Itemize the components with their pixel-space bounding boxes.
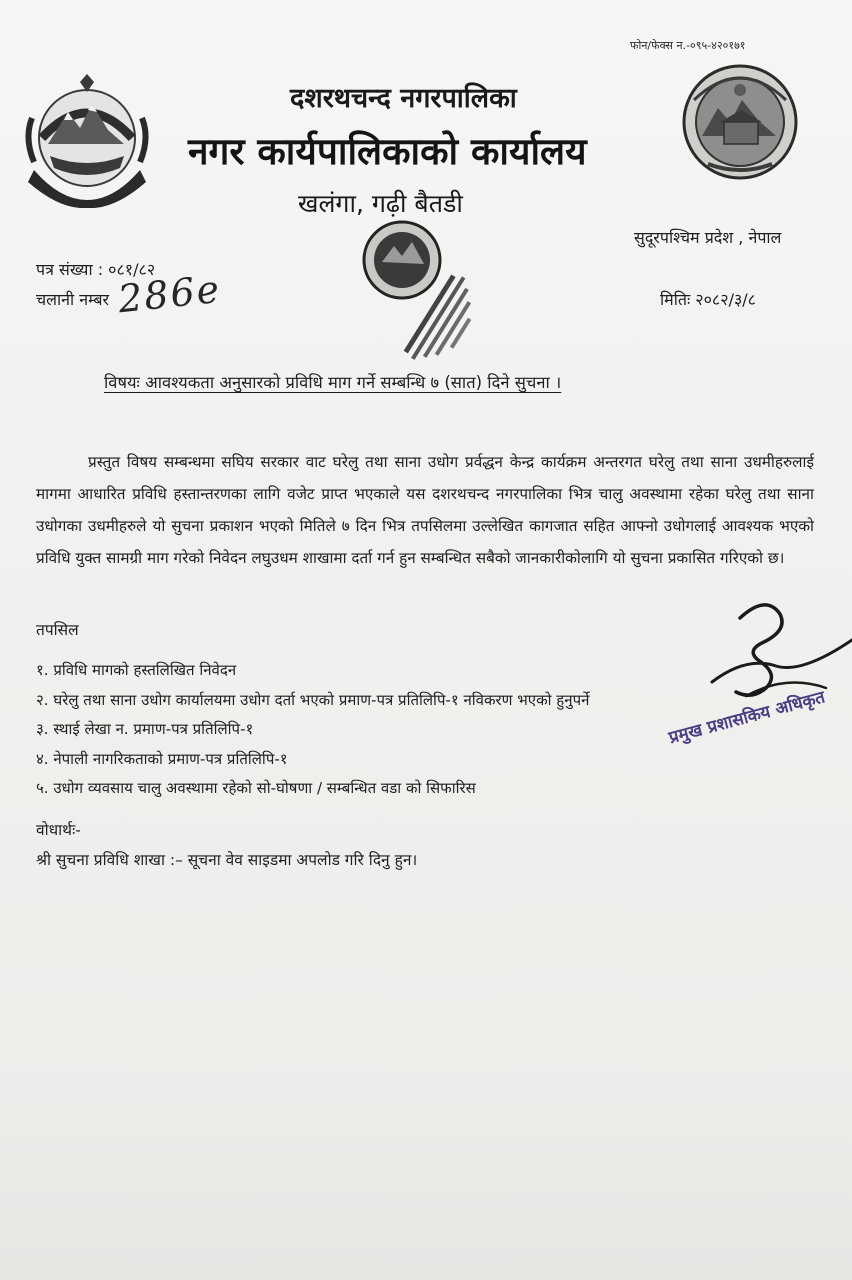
- document-item: १. प्रविधि मागको हस्तलिखित निवेदन: [36, 661, 237, 679]
- nepal-emblem-icon: [20, 74, 154, 208]
- paper-shading: [0, 1090, 852, 1280]
- document-item: ४. नेपाली नागरिकताको प्रमाण-पत्र प्रतिलिपि-१: [36, 749, 288, 768]
- office-title: नगर कार्यपालिकाको कार्यालय: [188, 130, 587, 173]
- signatory-title-stamp: प्रमुख प्रशासकिय अधिकृत: [666, 687, 828, 749]
- notice-body: प्रस्तुत विषय सम्बन्धमा सघिय सरकार वाट घरेलु तथा साना उधोग प्रर्वद्धन केन्द्र कार्यक्रम अन्तरगत घरेलु तथा साना उधमीहरुलाई मागमा आधारित प्रविधि हस्तान्तरणका लागि वजेट प्राप्त भएकाले यस दशरथचन्द नगरपालिका भित्र चालु अवस्थामा रहेका घरेलु तथा साना उधोगका उधमीहरुले यो सुचना प्रकाशन भएको मितिले ७ दिन भित्र तपसिलमा उल्लेखित कागजात सहित आफ्नो उधोगलाई आवश्यक भएको प्रविधि युक्त सामग्री माग गरेको निवेदन लघुउधम शाखामा दर्ता गर्न हुन सम्बन्धित सबैको जानकारीकोलागि यो सुचना प्रकासित गरिएको छ।: [36, 453, 814, 567]
- copy-to-label: वोधार्थः-: [36, 821, 81, 839]
- province-country: सुदूरपश्चिम प्रदेश , नेपाल: [634, 228, 782, 247]
- dispatch-number-handwritten: 286e: [115, 266, 224, 322]
- office-address: खलंगा, गढ़ी बैतडी: [298, 189, 463, 218]
- required-documents-list: [36, 656, 589, 804]
- details-heading: तपसिल: [36, 621, 79, 639]
- municipality-logo-icon: [678, 60, 802, 184]
- subject-line: विषयः आवश्यकता अनुसारको प्रविधि माग गर्ने सम्बन्धि ७ (सात) दिने सुचना ।: [104, 373, 562, 392]
- copy-to-recipient: श्री सुचना प्रविधि शाखा :– सूचना वेव साइडमा अपलोड गरि दिनु हुन।: [36, 851, 418, 869]
- document-item: ३. स्थाई लेखा न. प्रमाण-पत्र प्रतिलिपि-१: [36, 720, 254, 739]
- letter-number: पत्र संख्या : ०८१/८२: [36, 260, 156, 279]
- municipality-name: दशरथचन्द नगरपालिका: [290, 83, 517, 114]
- document-item: ५. उधोग व्यवसाय चालु अवस्थामा रहेको सो-घोषणा / सम्बन्धित वडा को सिफारिस: [36, 779, 476, 798]
- dispatch-number-label: चलानी नम्बर: [36, 290, 110, 309]
- document-item: २. घरेलु तथा साना उधोग कार्यालयमा उधोग दर्ता भएको प्रमाण-पत्र प्रतिलिपि-१ नविकरण भएको हुनुपर्ने: [36, 690, 590, 709]
- letter-date: मितिः २०८२/३/८: [660, 290, 756, 309]
- office-stamp-icon: [340, 218, 490, 368]
- phone-fax: फोन/फेक्स न.-०९५-४२०१७१: [630, 39, 746, 52]
